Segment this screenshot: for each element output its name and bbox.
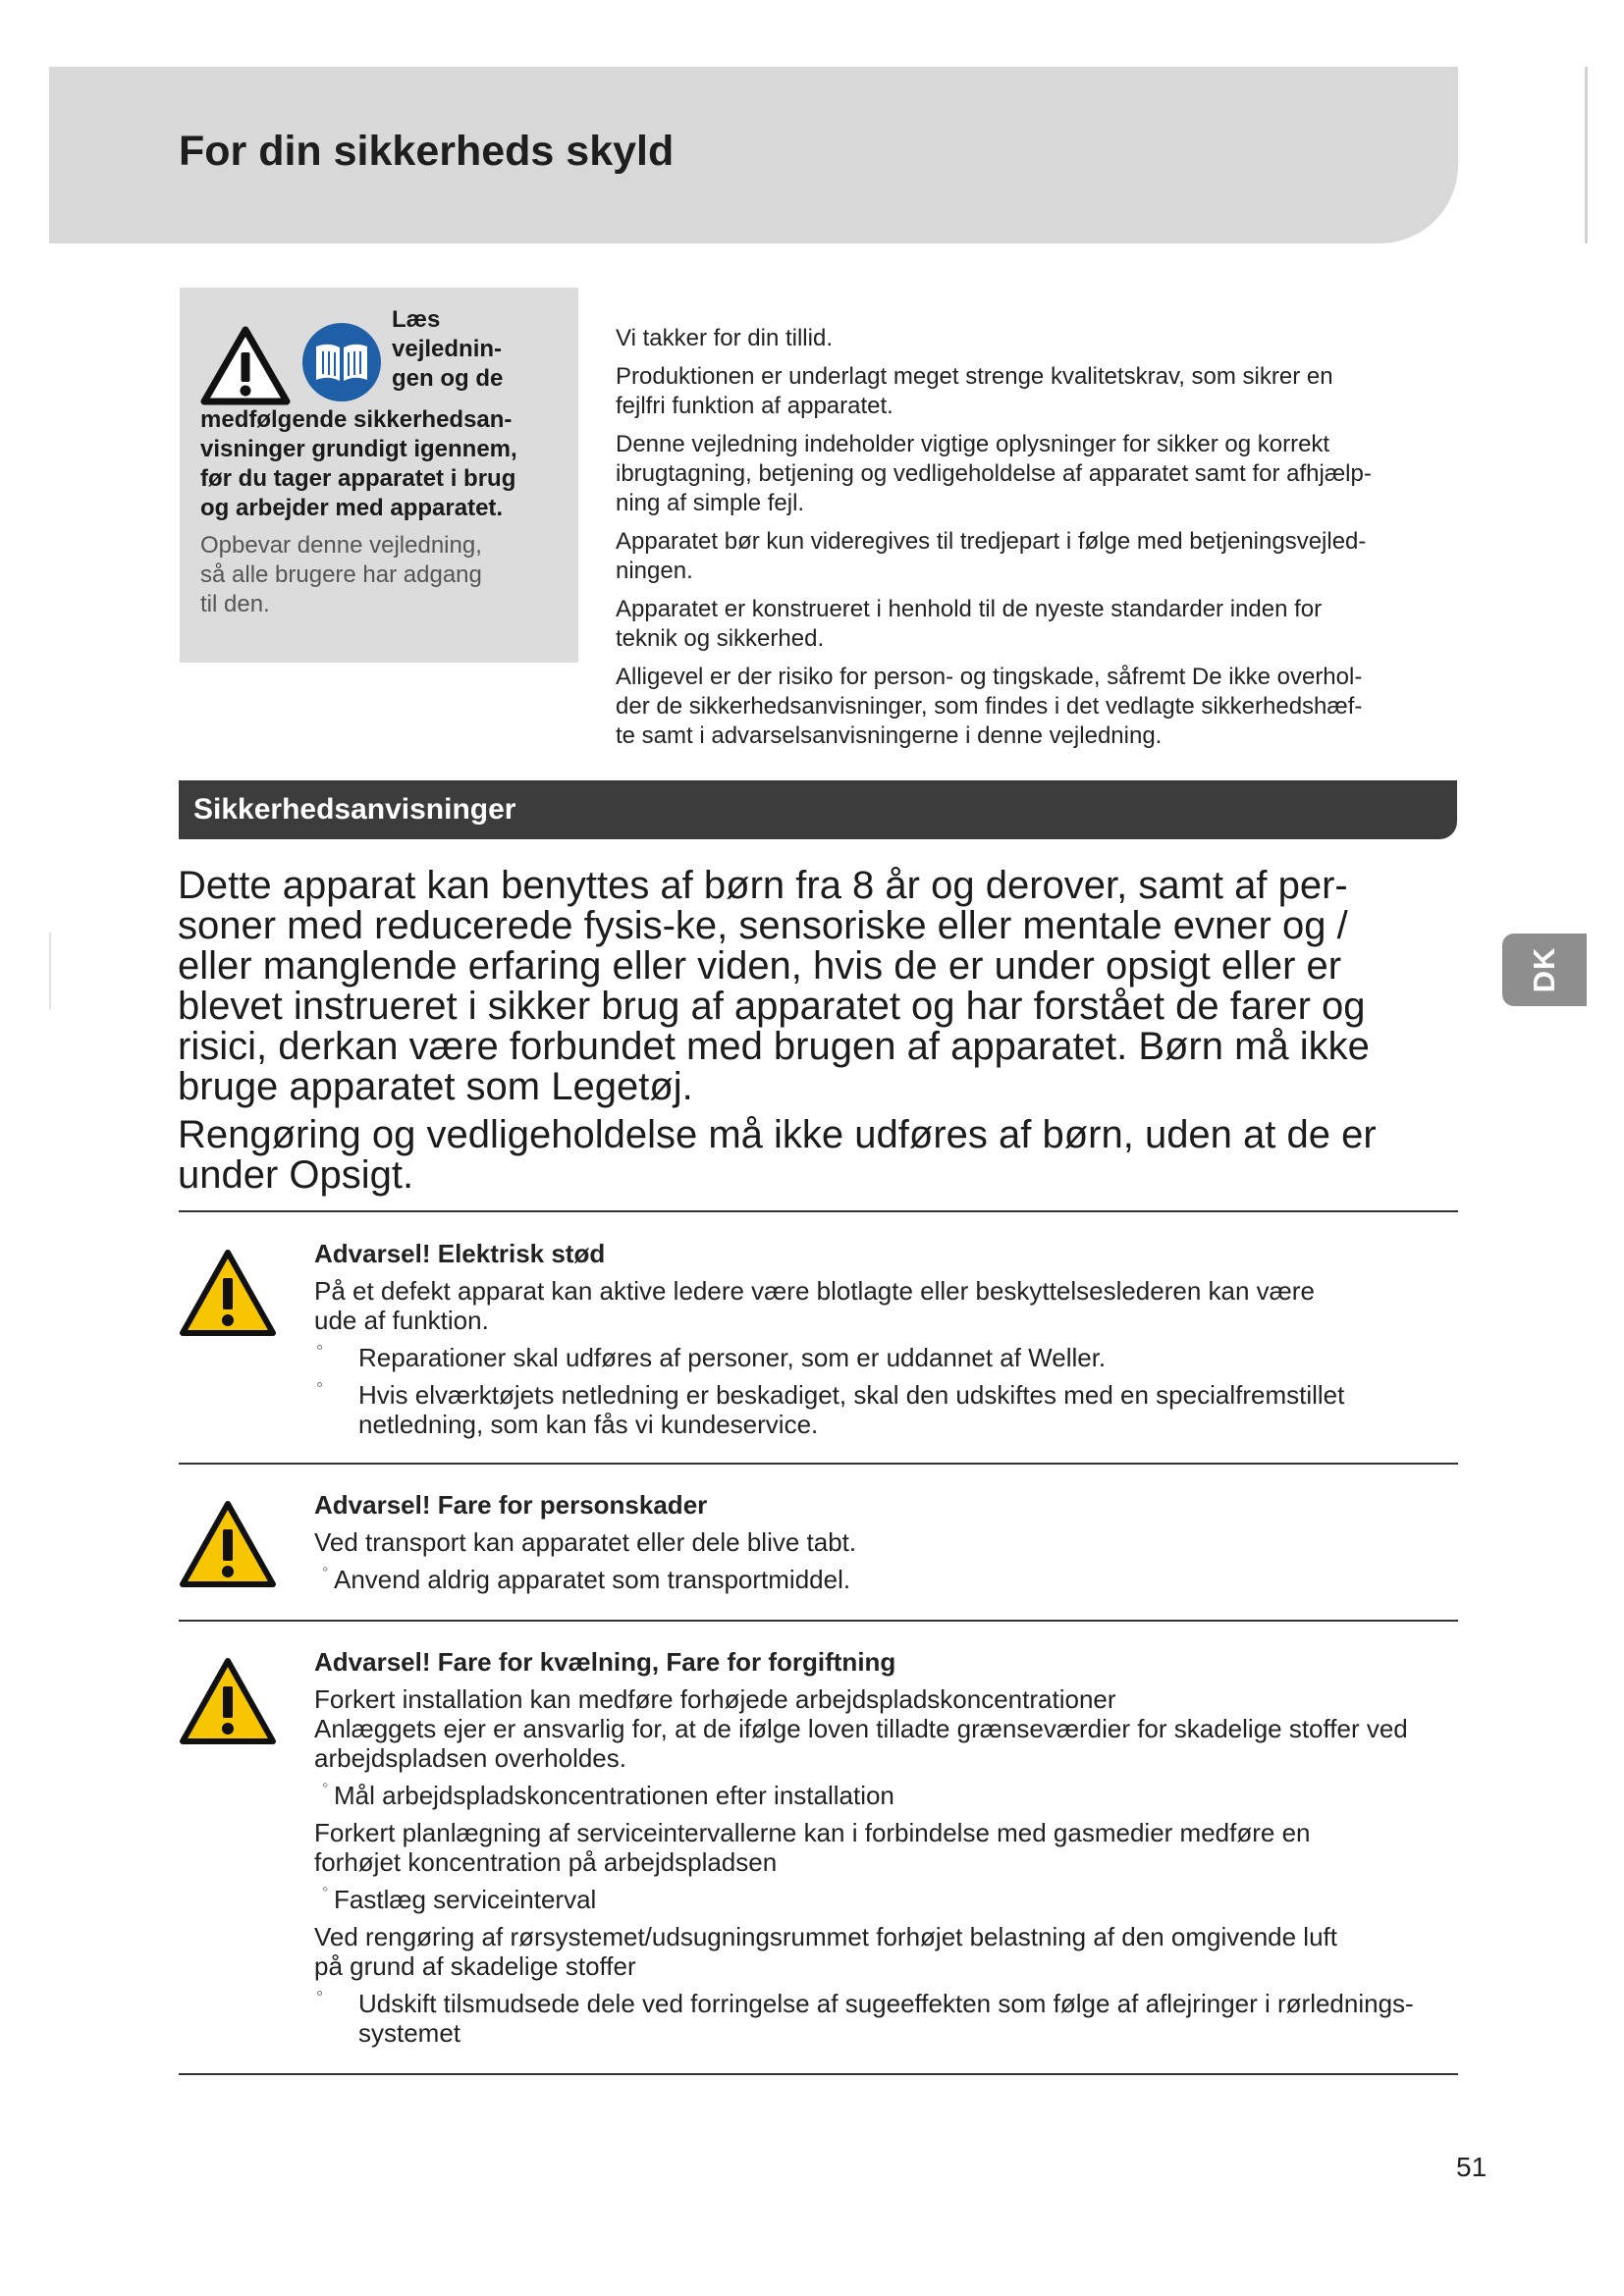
read-box-heading	[392, 305, 503, 394]
warning-line: Ved transport kan apparatet eller dele blive tabt.	[314, 1527, 857, 1557]
language-tab-label: DK	[1527, 946, 1561, 993]
children-safety-statement	[178, 866, 1474, 1203]
intro-line: ibrugtagning, betjening og vedligeholdelse af apparatet samt for afhjælp-	[616, 460, 1372, 487]
warning-triangle-icon	[200, 325, 291, 405]
warning-line: på grund af skadelige stoffer	[314, 1951, 636, 1981]
warning-line: ° Hvis elværktøjets netledning er beskadiget, skal den udskiftes med en specialfremstillet	[358, 1380, 1345, 1410]
statement-paragraph	[178, 866, 1474, 1107]
warning-text	[314, 1684, 1458, 1773]
warning-line: ° Anvend aldrig apparatet som transportmiddel.	[334, 1565, 851, 1594]
statement-line: under Opsigt.	[178, 1153, 414, 1197]
warning-instruction	[314, 1989, 1458, 2048]
statement-line: Rengøring og vedligeholdelse må ikke udføres af børn, uden at de er	[178, 1113, 1377, 1156]
section-heading-bar: Sikkerhedsanvisninger	[179, 780, 1457, 839]
intro-paragraph	[616, 430, 1460, 518]
intro-text	[616, 324, 1460, 760]
warning-title: Advarsel! Fare for kvælning, Fare for forgiftning	[314, 1647, 896, 1677]
header-band	[49, 67, 1458, 243]
page-title: For din sikkerheds skyld	[179, 128, 675, 175]
intro-paragraph	[616, 527, 1460, 586]
statement-paragraph	[178, 1115, 1474, 1196]
warning-line: arbejdspladsen overholdes.	[314, 1743, 626, 1773]
divider-rule	[179, 1463, 1458, 1465]
read-box-icon-row	[200, 307, 559, 405]
left-edge-line	[49, 933, 51, 1009]
statement-line: Dette apparat kan benyttes af børn fra 8 år og derover, samt af per-	[178, 864, 1348, 907]
read-box-bold-line: og arbejder med apparatet.	[200, 495, 504, 521]
warning-line: Anlæggets ejer er ansvarlig for, at de ifølge loven tilladte grænseværdier for skadelige stoffer ved	[314, 1714, 1408, 1743]
warning-text	[314, 1818, 1458, 1877]
warning-triangle-icon	[179, 1655, 277, 1745]
statement-line: bruge apparatet som Legetøj.	[178, 1065, 693, 1108]
intro-line: Produktionen er underlagt meget strenge kvalitetskrav, som sikrer en	[616, 363, 1333, 390]
warning-title: Advarsel! Elektrisk stød	[314, 1239, 606, 1268]
warning-instruction	[314, 1885, 1458, 1914]
read-instructions-box	[180, 288, 578, 663]
warning-line: På et defekt apparat kan aktive ledere være blotlagte eller beskyttelseslederen kan være	[314, 1276, 1315, 1306]
warning-text	[314, 1276, 1458, 1335]
warning-text	[314, 1922, 1458, 1981]
read-box-keep-note	[200, 531, 559, 619]
divider-rule	[179, 1210, 1458, 1212]
warning-body	[314, 1239, 1458, 1447]
read-box-heading-line: gen og de	[392, 365, 504, 392]
read-box-note-line: Opbevar denne vejledning,	[200, 532, 482, 559]
warning-line: ° Mål arbejdspladskoncentrationen efter installation	[334, 1781, 894, 1810]
warning-line: Forkert planlægning af serviceintervallerne kan i forbindelse med gasmedier medføre en	[314, 1818, 1311, 1847]
warning-line: systemet	[358, 2018, 461, 2048]
warning-triangle-icon	[179, 1247, 277, 1337]
intro-line: Apparatet bør kun videregives til tredjepart i følge med betjeningsvejled-	[616, 528, 1367, 555]
intro-line: te samt i advarselsanvisningerne i denne vejledning.	[616, 722, 1163, 749]
intro-line: ning af simple fejl.	[616, 490, 805, 516]
page-number: 51	[1456, 2152, 1488, 2182]
warning-instruction	[314, 1343, 1458, 1372]
intro-paragraph	[616, 362, 1460, 421]
statement-line: eller manglende erfaring eller viden, hvis de er under opsigt eller er	[178, 944, 1342, 988]
warning-instruction	[314, 1781, 1458, 1810]
read-box-bold-line: visninger grundigt igennem,	[200, 436, 517, 462]
warning-line: forhøjet koncentration på arbejdspladsen	[314, 1847, 778, 1877]
warning-body	[314, 1490, 1458, 1602]
warning-instruction	[314, 1565, 1458, 1594]
warning-instruction	[314, 1380, 1458, 1439]
read-box-note-line: til den.	[200, 591, 270, 617]
warning-triangle-icon	[179, 1498, 277, 1588]
read-box-heading-line: vejlednin-	[392, 336, 503, 362]
intro-paragraph	[616, 324, 1460, 353]
warning-line: ° Fastlæg serviceinterval	[334, 1885, 597, 1914]
read-box-bold-line: medfølgende sikkerhedsan-	[200, 406, 513, 433]
read-box-instructions	[200, 405, 559, 523]
read-box-heading-line: Læs	[392, 306, 441, 333]
intro-line: fejlfri funktion af apparatet.	[616, 393, 893, 419]
warning-line: ° Reparationer skal udføres af personer, som er uddannet af Weller.	[358, 1343, 1107, 1372]
right-edge-line-top	[1585, 67, 1588, 243]
read-manual-book-icon	[300, 321, 383, 403]
divider-rule	[179, 2073, 1458, 2075]
warning-line: ° Udskift tilsmudsede dele ved forringelse af sugeeffekten som følge af aflejringer i rørlednings-	[358, 1989, 1414, 2018]
intro-line: Denne vejledning indeholder vigtige oplysninger for sikker og korrekt	[616, 431, 1330, 457]
intro-paragraph	[616, 595, 1460, 654]
intro-line: ningen.	[616, 558, 693, 584]
warning-line: ude af funktion.	[314, 1306, 489, 1335]
intro-line: teknik og sikkerhed.	[616, 625, 825, 652]
warning-title: Advarsel! Fare for personskader	[314, 1490, 708, 1520]
statement-line: soner med reducerede fysis-ke, sensoriske eller mentale evner og /	[178, 904, 1348, 947]
read-box-bold-line: før du tager apparatet i brug	[200, 465, 516, 492]
warning-line: netledning, som kan fås vi kundeservice.	[358, 1410, 819, 1439]
intro-line: der de sikkerhedsanvisninger, som findes i det vedlagte sikkerhedshæf-	[616, 693, 1363, 720]
warning-body	[314, 1647, 1458, 2056]
intro-line: Alligevel er der risiko for person- og tingskade, såfremt De ikke overhol-	[616, 664, 1363, 690]
read-box-note-line: så alle brugere har adgang	[200, 561, 482, 588]
warning-line: Ved rengøring af rørsystemet/udsugningsrummet forhøjet belastning af den omgivende luft	[314, 1922, 1337, 1951]
language-tab	[1502, 934, 1587, 1006]
divider-rule	[179, 1620, 1458, 1622]
intro-paragraph	[616, 663, 1460, 751]
warning-line: Forkert installation kan medføre forhøjede arbejdspladskoncentrationer	[314, 1684, 1116, 1714]
warning-text	[314, 1527, 1458, 1557]
intro-line: Vi takker for din tillid.	[616, 325, 833, 351]
statement-line: blevet instrueret i sikker brug af apparatet og har forstået de farer og	[178, 985, 1366, 1028]
intro-line: Apparatet er konstrueret i henhold til de nyeste standarder inden for	[616, 596, 1323, 622]
statement-line: risici, derkan være forbundet med brugen af apparatet. Børn må ikke	[178, 1025, 1370, 1068]
